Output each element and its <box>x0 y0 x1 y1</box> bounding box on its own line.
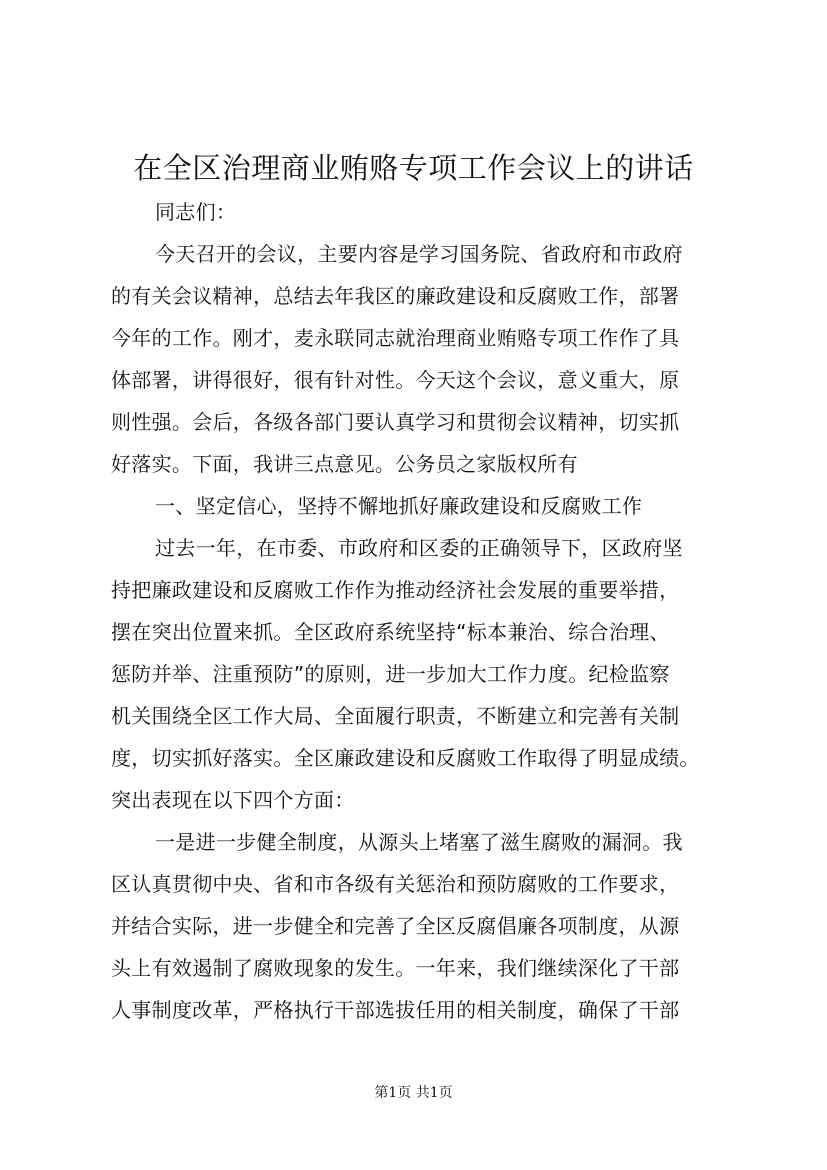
body-line: 则性强。会后，各级各部门要认真学习和贯彻会议精神，切实抓 <box>111 410 680 434</box>
body-line: 机关围绕全区工作大局、全面履行职责，不断建立和完善有关制 <box>111 704 680 728</box>
body-line: 惩防并举、注重预防”的原则，进一步加大工作力度。纪检监察 <box>111 662 670 686</box>
body-line: 体部署，讲得很好，很有针对性。今天这个会议，意义重大，原 <box>111 368 680 392</box>
body-line: 过去一年，在市委、市政府和区委的正确领导下，区政府坚 <box>155 536 683 560</box>
body-line: 持把廉政建设和反腐败工作作为推动经济社会发展的重要举措， <box>111 578 680 602</box>
body-line: 突出表现在以下四个方面： <box>111 788 355 812</box>
salutation: 同志们： <box>155 200 237 224</box>
body-line: 一是进一步健全制度，从源头上堵塞了滋生腐败的漏洞。我 <box>155 830 683 854</box>
body-line: 区认真贯彻中央、省和市各级有关惩治和预防腐败的工作要求， <box>111 872 680 896</box>
body-line: 的有关会议精神，总结去年我区的廉政建设和反腐败工作，部署 <box>111 284 680 308</box>
body-line: 并结合实际，进一步健全和完善了全区反腐倡廉各项制度，从源 <box>111 914 680 938</box>
body-line: 摆在突出位置来抓。全区政府系统坚持“标本兼治、综合治理、 <box>111 620 670 644</box>
body-line: 人事制度改革，严格执行干部选拔任用的相关制度，确保了干部 <box>111 998 680 1022</box>
document-title: 在全区治理商业贿赂专项工作会议上的讲话 <box>133 151 694 185</box>
body-line: 头上有效遏制了腐败现象的发生。一年来，我们继续深化了干部 <box>111 956 680 980</box>
body-line: 度，切实抓好落实。全区廉政建设和反腐败工作取得了明显成绩。 <box>111 746 700 770</box>
page-footer: 第1页 共1页 <box>374 1085 453 1101</box>
section-heading: 一、坚定信心，坚持不懈地抓好廉政建设和反腐败工作 <box>155 494 643 518</box>
body-line: 好落实。下面，我讲三点意见。公务员之家版权所有 <box>111 452 578 476</box>
body-line: 今年的工作。刚才，麦永联同志就治理商业贿赂专项工作作了具 <box>111 326 680 350</box>
body-line: 今天召开的会议，主要内容是学习国务院、省政府和市政府 <box>155 242 683 266</box>
